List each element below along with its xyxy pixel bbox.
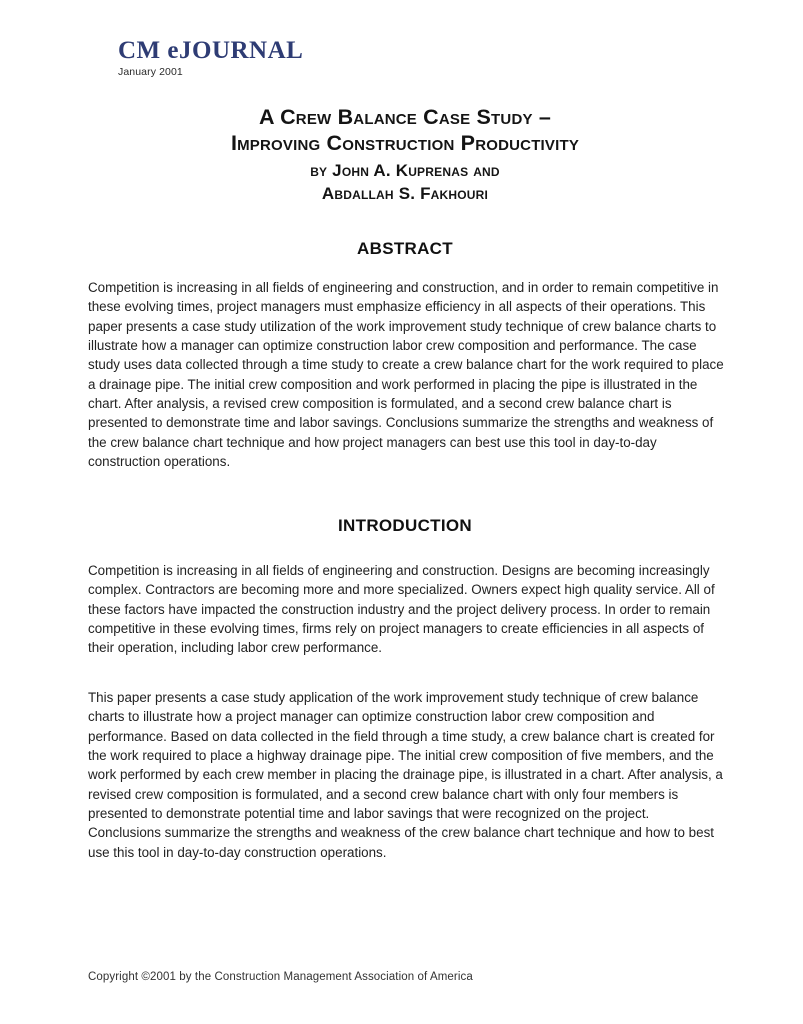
introduction-paragraph-2: This paper presents a case study application of the work improvement study technique of crew balance charts to illustrate how a project manager can optimize construction labor crew composition and performance. Based on data collected in the field through a time study, a crew balance chart is created for the work required to place a highway drainage pipe. The initial crew composition of five members, and the work performed by each crew member in placing the drainage pipe, is illustrated in a chart. After analysis, a revised crew composition is formulated, and a second crew balance chart with only four members is presented to demonstrate potential time and labor savings that were recognized on the project. Conclusions summarize the strengths and weakness of the crew balance chart technique and how to best use this tool in day-to-day construction operations. [88,690,723,860]
title-block [88,104,722,205]
abstract-heading: ABSTRACT [357,239,453,258]
journal-logo-cm: CM [118,37,161,64]
introduction-heading: INTRODUCTION [338,516,472,535]
author-line-2: Abdallah S. Fakhouri [321,184,489,203]
footer-copyright: Copyright ©2001 by the Construction Management Association of America [88,971,473,983]
introduction-paragraph-1: Competition is increasing in all fields of engineering and construction. Designs are becoming increasingly complex. Contractors are becoming more and more specialized. Owners expect high quality service. All of these factors have impacted the construction industry and the project delivery process. In order to remain competitive in these evolving times, firms rely on project managers to create efficiencies in all aspects of their operation, including labor crew performance. [88,563,715,656]
abstract-body: Competition is increasing in all fields of engineering and construction, and in order to remain competitive in these evolving times, project managers must emphasize efficiency in all aspects of their operations. This paper presents a case study utilization of the work improvement study technique of crew balance charts to illustrate how a manager can optimize construction labor crew composition and performance. The case study uses data collected through a time study to create a crew balance chart for the work required to place a drainage pipe. The initial crew composition and work performed in placing the pipe is illustrated in the chart. After analysis, a revised crew composition is formulated, and a second crew balance chart is presented to demonstrate time and labor savings. Conclusions summarize the strengths and weakness of the crew balance chart technique and how project managers can best use this tool in day-to-day construction operations. [88,280,724,470]
journal-logo-ejournal: eJOURNAL [167,37,304,64]
author-line-1: by John A. Kuprenas and [310,161,500,180]
masthead [118,38,438,78]
document-title-line-2: Improving Construction Productivity [230,131,580,155]
issue-date: January 2001 [118,66,183,79]
document-title-line-1: A Crew Balance Case Study – [258,105,552,129]
journal-logo [118,38,438,64]
